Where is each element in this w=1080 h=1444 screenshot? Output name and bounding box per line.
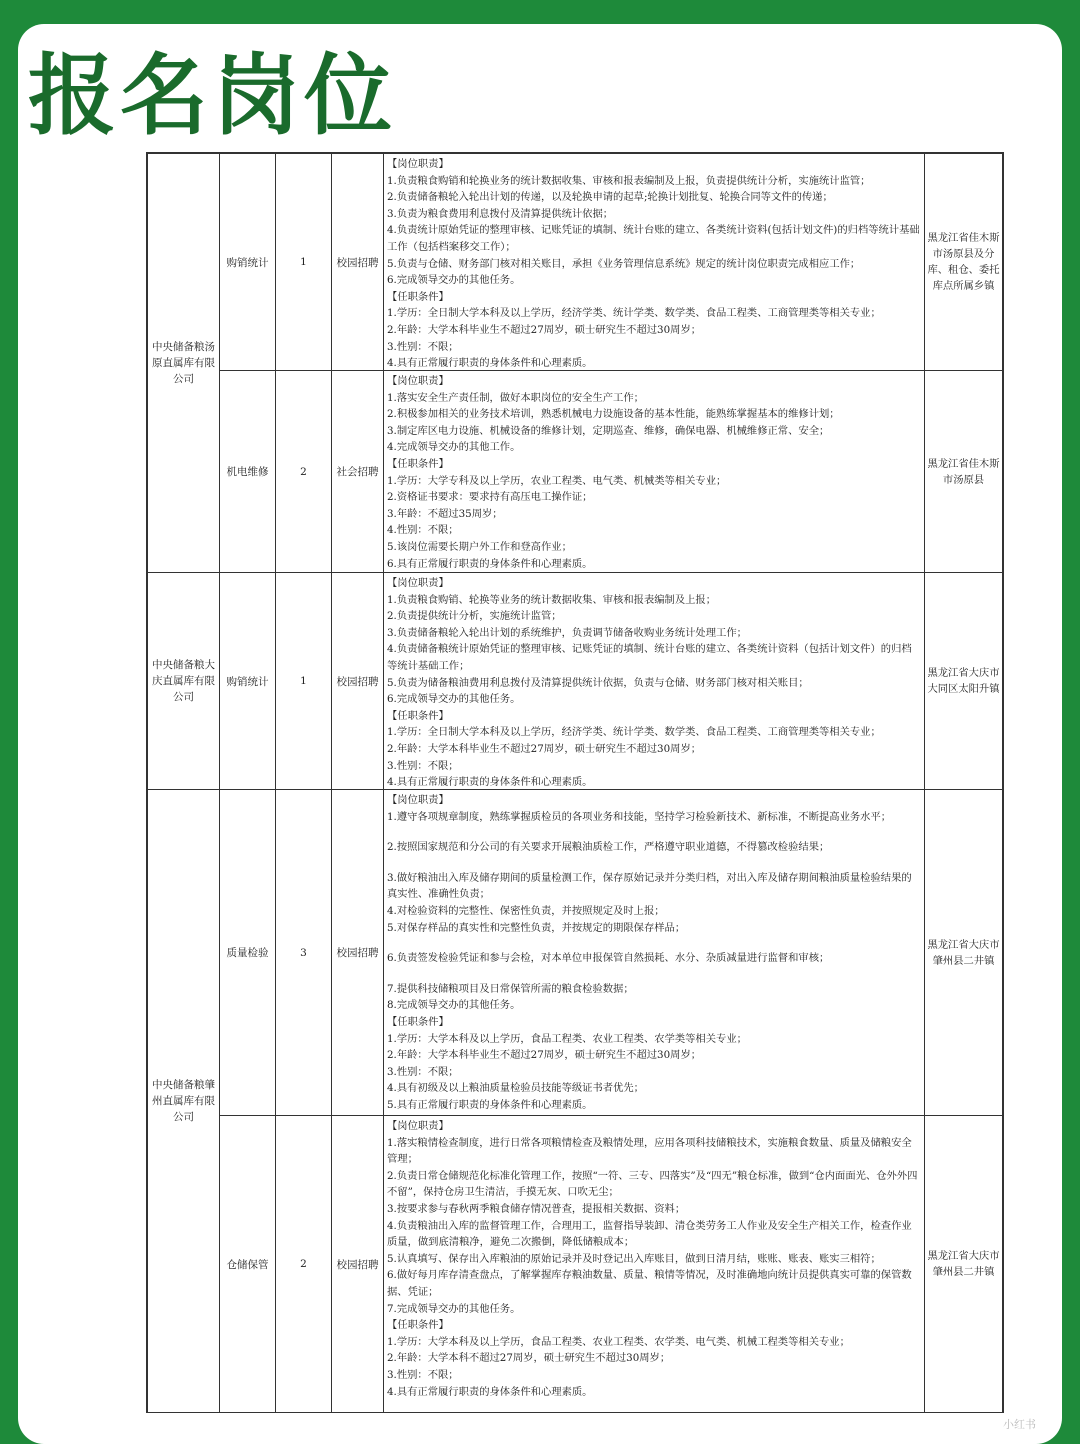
desc-line: 4.具有初级及以上粮油质量检验员技能等级证书者优先； <box>387 1082 644 1095</box>
desc-line: 3.性别：不限； <box>387 759 459 772</box>
desc-line: 1.学历：大学本科及以上学历，食品工程类、农业工程类、农学类、电气类、机械工程类等相关专业； <box>387 1335 850 1348</box>
desc-line: 2.年龄：大学本科不超过27周岁，硕士研究生不超过30周岁； <box>387 1352 671 1365</box>
desc-line: 1.落实粮情检查制度，进行日常各项粮情检查及粮情处理，应用各项科技储粮技术，实施粮食数量、质量及储粮安全管理； <box>387 1136 912 1166</box>
desc-line: 5.对保存样品的真实性和完整性负责，并按规定的期限保存样品； <box>387 921 686 934</box>
desc-line: 6.具有正常履行职责的身体条件和心理素质。 <box>387 557 593 570</box>
position-name: 质量检验 <box>220 790 276 1115</box>
job-description <box>384 154 925 370</box>
desc-line: 3.按要求参与春秋两季粮食储存情况普查，提报相关数据、资料； <box>387 1202 686 1215</box>
company-name: 中央储备粮大庆直属库有限公司 <box>148 573 220 789</box>
desc-line: 【任职条件】 <box>387 290 449 303</box>
desc-line: 2.年龄：大学本科毕业生不超过27周岁，硕士研究生不超过30周岁； <box>387 742 702 755</box>
content-card <box>18 24 1062 1444</box>
desc-line: 2.资格证书要求：要求持有高压电工操作证； <box>387 491 593 504</box>
desc-line: 【岗位职责】 <box>387 375 449 387</box>
page-title: 报名岗位 <box>28 44 397 147</box>
work-location: 黑龙江省佳木斯市汤原县 <box>927 457 1000 486</box>
position-name: 购销统计 <box>220 573 276 789</box>
desc-line: 4.具有正常履行职责的身体条件和心理素质。 <box>387 1385 593 1398</box>
desc-line: 6.完成领导交办的其他任务。 <box>387 274 521 287</box>
job-description <box>384 1116 925 1412</box>
desc-line: 5.该岗位需要长期户外工作和登高作业； <box>387 540 572 553</box>
desc-line: 7.提供科技储粮项目及日常保管所需的粮食检验数据； <box>387 982 634 995</box>
hire-method: 校园招聘 <box>332 790 384 1115</box>
job-row <box>220 790 1002 1115</box>
job-row <box>220 573 1002 789</box>
desc-line: 5.负责为储备粮油费用利息拨付及清算提供统计依据，负责与仓储、财务部门核对相关账目； <box>387 676 809 689</box>
desc-line: 【岗位职责】 <box>387 1120 449 1132</box>
job-table <box>146 152 1004 1413</box>
desc-line: 【任职条件】 <box>387 1319 449 1332</box>
position-name: 仓储保管 <box>220 1116 276 1412</box>
desc-line: 1.负责粮食购销、轮换等业务的统计数据收集、审核和报表编制及上报； <box>387 593 717 606</box>
desc-line: 2.积极参加相关的业务技术培训，熟悉机械电力设施设备的基本性能，能熟练掌握基本的维修计划； <box>387 408 840 421</box>
desc-line: 4.完成领导交办的其他工作。 <box>387 441 521 454</box>
job-row <box>220 370 1002 572</box>
desc-line: 4.具有正常履行职责的身体条件和心理素质。 <box>387 776 593 789</box>
desc-line: 2.年龄：大学本科毕业生不超过27周岁，硕士研究生不超过30周岁； <box>387 1049 702 1062</box>
desc-line: 4.负责粮油出入库的监督管理工作，合理用工，监督指导装卸、清仓类劳务工人作业及安全生产相关工作，检查作业质量，做到底清粮净，避免二次搬倒，降低储粮成本； <box>387 1219 912 1249</box>
desc-line: 6.负责签发检验凭证和参与会检，对本单位申报保管自然损耗、水分、杂质减量进行监督和审核； <box>387 952 830 965</box>
desc-line: 【岗位职责】 <box>387 158 449 170</box>
desc-line: 4.性别：不限； <box>387 524 459 537</box>
desc-line: 6.做好每月库存清查盘点，了解掌握库存粮油数量、质量、粮情等情况，及时准确地向统计员提供真实可靠的保管数据、凭证； <box>387 1269 912 1298</box>
desc-line: 2.负责日常仓储规范化标准化管理工作，按照“一符、三专、四落实”及“四无”粮仓标准，做到“仓内面面光、仓外外四不留”，保持仓房卫生清洁，手摸无灰、口吹无尘； <box>387 1169 918 1199</box>
hire-count: 3 <box>276 790 332 1115</box>
desc-line: 5.负责与仓储、财务部门核对相关账目，承担《业务管理信息系统》规定的统计岗位职责完成相应工作； <box>387 257 861 270</box>
desc-line: 2.年龄：大学本科毕业生不超过27周岁，硕士研究生不超过30周岁； <box>387 323 702 336</box>
work-location: 黑龙江省大庆市大同区太阳升镇 <box>927 667 1000 695</box>
desc-line: 【岗位职责】 <box>387 794 449 806</box>
hire-count: 1 <box>276 573 332 789</box>
desc-line: 1.遵守各项规章制度，熟练掌握质检员的各项业务和技能，坚持学习检验新技术、新标准，不断提高业务水平； <box>387 810 892 823</box>
desc-line: 3.做好粮油出入库及储存期间的质量检测工作，保存原始记录并分类归档，对出入库及储存期间粮油质量检验结果的真实性、准确性负责； <box>387 871 912 901</box>
desc-line: 5.具有正常履行职责的身体条件和心理素质。 <box>387 1098 593 1111</box>
company-name: 中央储备粮肇州直属库有限公司 <box>148 790 220 1412</box>
desc-line: 2.按照国家规范和分公司的有关要求开展粮油质检工作，严格遵守职业道德，不得篡改检验结果； <box>387 841 830 854</box>
job-description <box>384 371 925 572</box>
watermark: 小红书 <box>1003 1418 1036 1431</box>
desc-line: 3.制定库区电力设施、机械设备的维修计划，定期巡查、维修，确保电器、机械维修正常、安全； <box>387 424 830 437</box>
desc-line: 3.负责为粮食费用利息拨付及清算提供统计依据； <box>387 207 614 220</box>
desc-line: 2.负责提供统计分析，实施统计监管； <box>387 610 562 623</box>
job-row <box>220 1115 1002 1412</box>
job-description <box>384 573 925 789</box>
desc-line: 1.落实安全生产责任制，做好本职岗位的安全生产工作； <box>387 391 644 404</box>
desc-line: 1.学历：大学本科及以上学历，食品工程类、农业工程类、农学类等相关专业； <box>387 1032 747 1045</box>
company-name: 中央储备粮汤原直属库有限公司 <box>148 154 220 572</box>
desc-line: 4.具有正常履行职责的身体条件和心理素质。 <box>387 357 593 370</box>
desc-line: 3.性别：不限； <box>387 1065 459 1078</box>
desc-line: 4.对检验资料的完整性、保密性负责，并按照规定及时上报； <box>387 904 665 917</box>
desc-line: 1.学历：全日制大学本科及以上学历，经济学类、统计学类、数学类、食品工程类、工商管理类等相关专业； <box>387 307 881 320</box>
desc-line: 6.完成领导交办的其他任务。 <box>387 693 521 706</box>
hire-count: 2 <box>276 371 332 572</box>
hire-count: 2 <box>276 1116 332 1412</box>
desc-line: 1.学历：大学专科及以上学历，农业工程类、电气类、机械类等相关专业； <box>387 474 727 487</box>
company-group <box>148 790 1002 1413</box>
hire-method: 校园招聘 <box>332 1116 384 1412</box>
desc-line: 1.负责粮食购销和轮换业务的统计数据收集、审核和报表编制及上报，负责提供统计分析，实施统计监管； <box>387 174 871 187</box>
desc-line: 3.年龄：不超过35周岁； <box>387 507 503 520</box>
hire-method: 社会招聘 <box>332 371 384 572</box>
desc-line: 4.负责统计原始凭证的整理审核、记账凭证的填制、统计台账的建立、各类统计资料(包括计划文件)的归档等统计基础工作（包括档案移交工作）； <box>387 224 920 253</box>
desc-line: 【任职条件】 <box>387 1015 449 1028</box>
position-name: 机电维修 <box>220 371 276 572</box>
desc-line: 8.完成领导交办的其他任务。 <box>387 999 521 1012</box>
hire-count: 1 <box>276 154 332 370</box>
job-row <box>220 154 1002 370</box>
work-location: 黑龙江省佳木斯市汤原县及分库、租仓、委托库点所属乡镇 <box>927 232 1000 292</box>
work-location: 黑龙江省大庆市肇州县二井镇 <box>927 1250 1000 1278</box>
desc-line: 3.性别：不限； <box>387 340 459 353</box>
desc-line: 7.完成领导交办的其他任务。 <box>387 1302 521 1315</box>
desc-line: 1.学历：全日制大学本科及以上学历，经济学类、统计学类、数学类、食品工程类、工商管理类等相关专业； <box>387 726 881 739</box>
work-location: 黑龙江省大庆市肇州县二井镇 <box>927 938 1000 967</box>
desc-line: 3.性别：不限； <box>387 1368 459 1381</box>
desc-line: 5.认真填写、保存出入库粮油的原始记录并及时登记出入库账目，做到日清月结，账账、账表、账实三相符； <box>387 1252 881 1265</box>
company-group <box>148 573 1002 790</box>
desc-line: 3.负责储备粮轮入轮出计划的系统维护，负责调节储备收购业务统计处理工作； <box>387 626 747 639</box>
desc-line: 4.负责储备粮统计原始凭证的整理审核、记账凭证的填制、统计台账的建立、各类统计资料（包括计划文件）的归档等统计基础工作； <box>387 643 912 672</box>
desc-line: 【任职条件】 <box>387 709 449 722</box>
desc-line: 【任职条件】 <box>387 457 449 470</box>
hire-method: 校园招聘 <box>332 154 384 370</box>
company-group <box>148 154 1002 573</box>
hire-method: 校园招聘 <box>332 573 384 789</box>
desc-line: 2.负责储备粮轮入轮出计划的传递，以及轮换申请的起草;轮换计划批复、轮换合同等文件的传递； <box>387 191 833 204</box>
desc-line: 【岗位职责】 <box>387 577 449 589</box>
job-description <box>384 790 925 1115</box>
position-name: 购销统计 <box>220 154 276 370</box>
